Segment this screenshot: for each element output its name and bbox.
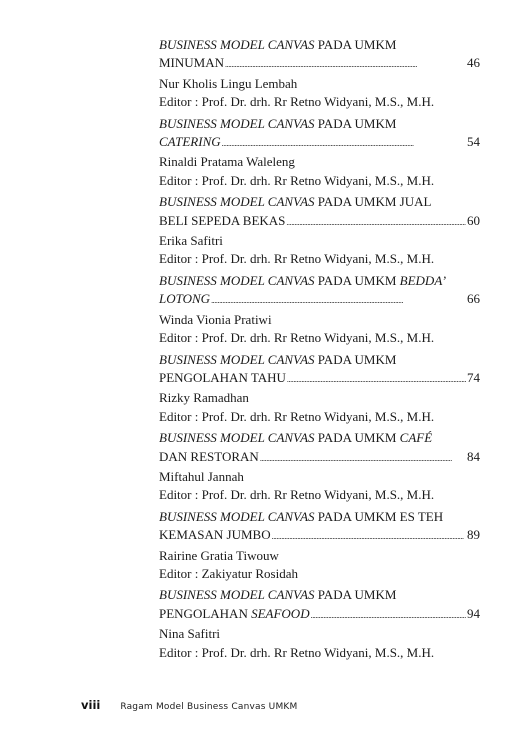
toc-entry[interactable]: [159, 272, 480, 348]
title-text: PADA UMKM: [314, 37, 397, 52]
dot-leader: [287, 369, 466, 389]
page-number: 66: [467, 291, 480, 307]
toc-entry[interactable]: [159, 586, 480, 662]
title-text: PADA UMKM ES TEH: [314, 508, 444, 524]
page-number: 94: [467, 605, 480, 621]
entry-editor: Editor : Prof. Dr. drh. Rr Retno Widyani, M.S., M.H.: [159, 94, 435, 110]
toc-entry[interactable]: [159, 115, 480, 191]
page-footer: [81, 698, 298, 712]
entry-editor: Editor : Prof. Dr. drh. Rr Retno Widyani, M.S., M.H.: [159, 487, 435, 503]
title-text: PADA UMKM: [314, 587, 397, 603]
title-text: PADA UMKM: [314, 272, 400, 288]
title-italic: BUSINESS MODEL CANVAS: [159, 115, 315, 131]
page-number: 60: [467, 212, 480, 228]
title-italic: BUSINESS MODEL CANVAS: [159, 587, 315, 603]
entry-title-line-2: [159, 369, 480, 389]
title-italic: BUSINESS MODEL CANVAS: [159, 272, 315, 288]
title-text: PADA UMKM JUAL: [314, 194, 432, 210]
entry-title-line-1: [159, 36, 480, 54]
dot-leader: [260, 448, 466, 468]
title-italic: SEAFOOD: [251, 605, 310, 621]
entry-author: Erika Safitri: [159, 233, 223, 249]
dot-leader: [311, 605, 466, 625]
entry-author: Miftahul Jannah: [159, 468, 244, 484]
entry-author: Rizky Ramadhan: [159, 390, 249, 406]
page-number: 74: [467, 369, 480, 385]
title-text: MINUMAN: [159, 55, 224, 71]
title-text: PENGOLAHAN TAHU: [159, 369, 286, 385]
entry-title-line-1: [159, 193, 480, 211]
table-of-contents: [159, 36, 480, 665]
toc-entry[interactable]: [159, 508, 480, 584]
dot-leader: [272, 526, 466, 546]
title-italic: BUSINESS MODEL CANVAS: [159, 194, 315, 210]
page-number: 84: [467, 448, 480, 464]
entry-title-line-1: [159, 586, 480, 604]
page-number: 54: [467, 134, 480, 150]
entry-title-line-2: [159, 290, 480, 310]
entry-title-line-2: [159, 605, 480, 625]
entry-editor: Editor : Prof. Dr. drh. Rr Retno Widyani, M.S., M.H.: [159, 644, 435, 660]
entry-title-line-1: [159, 429, 480, 447]
page-number: 46: [467, 55, 480, 71]
entry-title-line-2: [159, 212, 480, 232]
entry-author: Nina Safitri: [159, 626, 221, 642]
title-italic: LOTONG: [159, 291, 211, 307]
title-italic: BUSINESS MODEL CANVAS: [159, 430, 315, 446]
title-italic: BUSINESS MODEL CANVAS: [159, 37, 315, 52]
entry-title-line-2: [159, 526, 480, 546]
entry-author: Nur Kholis Lingu Lembah: [159, 75, 298, 91]
title-italic: BEDDA’: [399, 272, 447, 288]
title-text: PADA UMKM: [314, 115, 397, 131]
entry-title-line-2: [159, 133, 480, 153]
entry-title-line-1: [159, 272, 480, 290]
toc-entry[interactable]: [159, 429, 480, 505]
toc-entry[interactable]: [159, 36, 480, 112]
entry-editor: Editor : Zakiyatur Rosidah: [159, 565, 299, 581]
entry-title-line-1: [159, 115, 480, 133]
dot-leader: [211, 290, 466, 310]
title-text: PADA UMKM: [314, 430, 400, 446]
entry-editor: Editor : Prof. Dr. drh. Rr Retno Widyani, M.S., M.H.: [159, 330, 435, 346]
title-italic: BUSINESS MODEL CANVAS: [159, 351, 315, 367]
title-italic: BUSINESS MODEL CANVAS: [159, 508, 315, 524]
entry-editor: Editor : Prof. Dr. drh. Rr Retno Widyani, M.S., M.H.: [159, 408, 435, 424]
entry-editor: Editor : Prof. Dr. drh. Rr Retno Widyani, M.S., M.H.: [159, 251, 435, 267]
entry-author: Winda Vionia Pratiwi: [159, 311, 272, 327]
entry-title-line-2: [159, 448, 480, 468]
title-text: BELI SEPEDA BEKAS: [159, 212, 286, 228]
page-number: 89: [467, 527, 480, 543]
toc-entry[interactable]: [159, 351, 480, 427]
entry-author: Rairine Gratia Tiwouw: [159, 547, 279, 563]
entry-title-line-1: [159, 508, 480, 526]
title-italic: CATERING: [159, 134, 221, 150]
dot-leader: [286, 212, 466, 232]
title-italic: CAFÉ: [399, 430, 433, 446]
entry-editor: Editor : Prof. Dr. drh. Rr Retno Widyani, M.S., M.H.: [159, 172, 435, 188]
toc-entry[interactable]: [159, 193, 480, 269]
title-text: KEMASAN JUMBO: [159, 527, 271, 543]
title-text: PENGOLAHAN: [159, 605, 252, 621]
footer-page-number: viii: [81, 698, 101, 712]
title-text: DAN RESTORAN: [159, 448, 259, 464]
title-text: PADA UMKM: [314, 351, 397, 367]
entry-title-line-1: [159, 351, 480, 369]
entry-title-line-2: [159, 54, 480, 74]
dot-leader: [225, 54, 466, 74]
footer-book-title: Ragam Model Business Canvas UMKM: [120, 702, 298, 712]
dot-leader: [222, 133, 466, 153]
entry-author: Rinaldi Pratama Waleleng: [159, 154, 295, 170]
